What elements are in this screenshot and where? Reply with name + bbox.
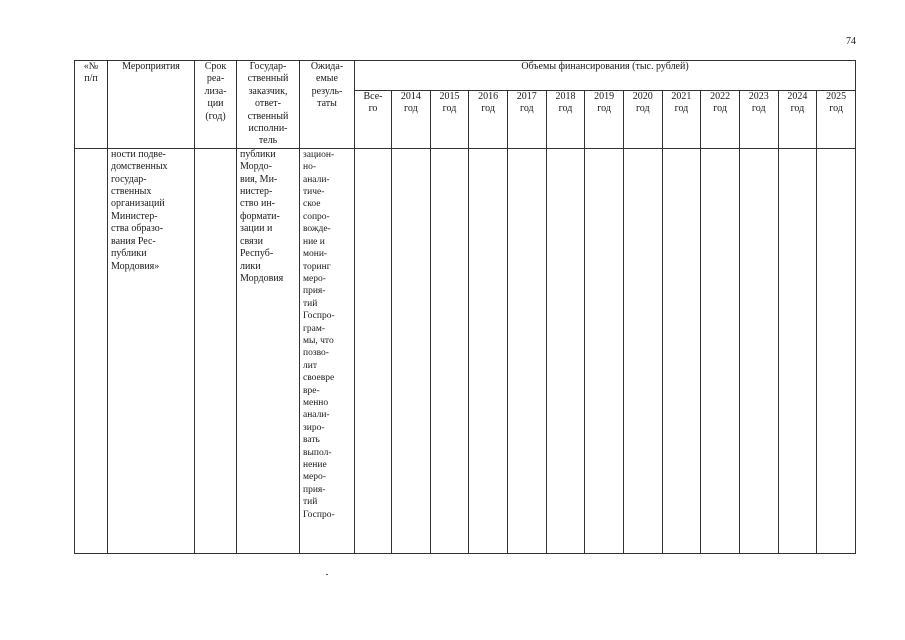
header-events: Мероприятия	[108, 61, 195, 149]
cell-year	[701, 148, 740, 553]
header-year: 2022 год	[701, 91, 740, 149]
cell-term	[195, 148, 237, 553]
cell-events: ности подве- домственных государ- ственных организаций Министер- ства образо- вания Рес- публики Мордовия»	[108, 148, 195, 553]
cell-customer: публики Мордо- вия, Ми- нистер- ство ин- формати- зации и связи Респуб- лики Мордовия	[237, 148, 300, 553]
cell-year	[469, 148, 508, 553]
header-year: 2014 год	[392, 91, 431, 149]
financing-table	[74, 60, 856, 554]
header-year: 2015 год	[430, 91, 469, 149]
cell-total	[355, 148, 392, 553]
cell-expected: зацион- но- анали- тиче- ское сопро- вожде- ние и мони- торинг меро- прия- тий Госпро- грам- мы, что позво- лит своевре вре- менно анали- зиро- вать выпол- нение меро- прия- тий Госпро-	[300, 148, 355, 553]
header-year: 2020 год	[623, 91, 662, 149]
header-year: 2024 год	[778, 91, 817, 149]
header-row-1	[75, 61, 856, 91]
cell-year	[507, 148, 546, 553]
scan-speck	[326, 574, 328, 575]
cell-year	[739, 148, 778, 553]
header-year: 2023 год	[739, 91, 778, 149]
cell-year	[585, 148, 624, 553]
cell-num	[75, 148, 108, 553]
cell-year	[392, 148, 431, 553]
header-year: 2017 год	[507, 91, 546, 149]
table-row	[75, 148, 856, 553]
cell-year	[662, 148, 701, 553]
cell-year	[546, 148, 585, 553]
header-year: 2018 год	[546, 91, 585, 149]
header-term: Срок реа- лиза- ции (год)	[195, 61, 237, 149]
header-customer: Государ- ственный заказчик, ответ- ственный исполни- тель	[237, 61, 300, 149]
header-year: 2019 год	[585, 91, 624, 149]
cell-year	[430, 148, 469, 553]
header-total: Все- го	[355, 91, 392, 149]
cell-year	[623, 148, 662, 553]
cell-year	[817, 148, 856, 553]
cell-year	[778, 148, 817, 553]
header-year: 2021 год	[662, 91, 701, 149]
header-funding: Объемы финансирования (тыс. рублей)	[355, 61, 856, 91]
page-number: 74	[846, 36, 856, 47]
header-num: «№ п/п	[75, 61, 108, 149]
header-year: 2025 год	[817, 91, 856, 149]
header-year: 2016 год	[469, 91, 508, 149]
header-expected: Ожида- емые резуль- таты	[300, 61, 355, 149]
